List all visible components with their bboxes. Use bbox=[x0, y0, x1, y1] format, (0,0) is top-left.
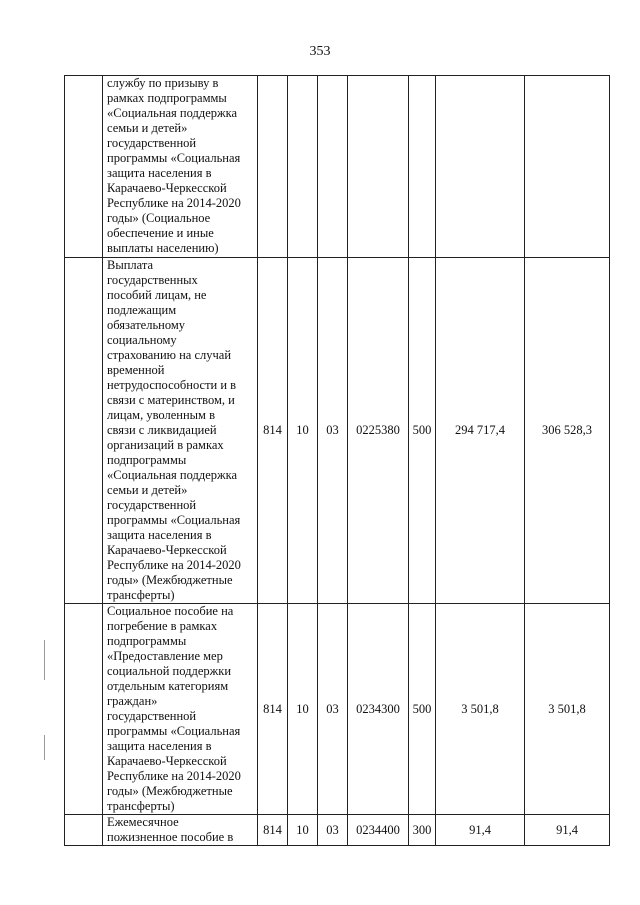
amount-year-2-cell: 306 528,3 bbox=[525, 258, 610, 604]
subsection-code-cell bbox=[318, 76, 348, 258]
target-article-cell: 0234400 bbox=[348, 815, 409, 846]
description-cell bbox=[103, 258, 258, 604]
description-line: граждан» bbox=[107, 694, 158, 708]
description-line: годы» (Межбюджетные bbox=[107, 784, 233, 798]
expense-type-cell: 500 bbox=[409, 604, 436, 815]
description-line: рамках подпрограммы bbox=[107, 91, 227, 105]
description-line: программы «Социальная bbox=[107, 151, 241, 165]
ministry-code-cell: 814 bbox=[258, 604, 288, 815]
target-article-cell bbox=[348, 76, 409, 258]
row-number-cell bbox=[65, 258, 103, 604]
description-line: социальной поддержки bbox=[107, 664, 232, 678]
amount-year-2-cell: 91,4 bbox=[525, 815, 610, 846]
amount-year-1-cell: 91,4 bbox=[436, 815, 525, 846]
description-line: семьи и детей» bbox=[107, 483, 188, 497]
description-line: государственной bbox=[107, 498, 197, 512]
section-code-cell: 10 bbox=[288, 258, 318, 604]
description-line: трансферты) bbox=[107, 799, 175, 813]
description-line: программы «Социальная bbox=[107, 724, 241, 738]
description-line: временной bbox=[107, 363, 165, 377]
description-line: Карачаево-Черкесской bbox=[107, 754, 227, 768]
description-line: Социальное пособие на bbox=[107, 604, 234, 618]
description-line: Ежемесячное bbox=[107, 815, 179, 829]
amount-year-2-cell: 3 501,8 bbox=[525, 604, 610, 815]
description-line: Выплата bbox=[107, 258, 154, 272]
description-line: годы» (Межбюджетные bbox=[107, 573, 233, 587]
amount-year-1-cell: 294 717,4 bbox=[436, 258, 525, 604]
description-line: обеспечение и иные bbox=[107, 226, 214, 240]
ministry-code-cell: 814 bbox=[258, 258, 288, 604]
description-line: программы «Социальная bbox=[107, 513, 241, 527]
description-line: отдельным категориям bbox=[107, 679, 229, 693]
description-line: связи с ликвидацией bbox=[107, 423, 217, 437]
description-cell bbox=[103, 815, 258, 846]
amount-year-1-cell bbox=[436, 76, 525, 258]
description-cell bbox=[103, 76, 258, 258]
description-line: семьи и детей» bbox=[107, 121, 188, 135]
description-line: погребение в рамках bbox=[107, 619, 218, 633]
description-line: Карачаево-Черкесской bbox=[107, 543, 227, 557]
table-row bbox=[65, 815, 610, 846]
description-line: государственной bbox=[107, 709, 197, 723]
description-line: выплаты населению) bbox=[107, 241, 219, 255]
description-line: нетрудоспособности и в bbox=[107, 378, 237, 392]
description-line: социальному bbox=[107, 333, 177, 347]
description-line: подпрограммы bbox=[107, 634, 187, 648]
section-code-cell: 10 bbox=[288, 815, 318, 846]
description-line: подпрограммы bbox=[107, 453, 187, 467]
description-line: обязательному bbox=[107, 318, 186, 332]
subsection-code-cell: 03 bbox=[318, 815, 348, 846]
description-line: Карачаево-Черкесской bbox=[107, 181, 227, 195]
row-number-cell bbox=[65, 76, 103, 258]
description-line: Республике на 2014-2020 bbox=[107, 196, 241, 210]
description-line: подлежащим bbox=[107, 303, 177, 317]
scan-margin-mark bbox=[44, 640, 45, 680]
section-code-cell bbox=[288, 76, 318, 258]
description-line: организаций в рамках bbox=[107, 438, 224, 452]
ministry-code-cell bbox=[258, 76, 288, 258]
description-line: государственных bbox=[107, 273, 198, 287]
description-line: Республике на 2014-2020 bbox=[107, 769, 241, 783]
target-article-cell: 0225380 bbox=[348, 258, 409, 604]
row-number-cell bbox=[65, 815, 103, 846]
table-row bbox=[65, 604, 610, 815]
row-number-cell bbox=[65, 604, 103, 815]
description-line: лицам, уволенным в bbox=[107, 408, 215, 422]
table-row bbox=[65, 76, 610, 258]
description-line: трансферты) bbox=[107, 588, 175, 602]
description-line: связи с материнством, и bbox=[107, 393, 235, 407]
subsection-code-cell: 03 bbox=[318, 258, 348, 604]
description-cell bbox=[103, 604, 258, 815]
subsection-code-cell: 03 bbox=[318, 604, 348, 815]
description-line: пожизненное пособие в bbox=[107, 830, 234, 844]
description-line: «Предоставление мер bbox=[107, 649, 223, 663]
scan-margin-mark bbox=[44, 735, 45, 760]
description-line: защита населения в bbox=[107, 528, 212, 542]
budget-table bbox=[64, 75, 610, 846]
description-line: «Социальная поддержка bbox=[107, 106, 238, 120]
amount-year-1-cell: 3 501,8 bbox=[436, 604, 525, 815]
target-article-cell: 0234300 bbox=[348, 604, 409, 815]
ministry-code-cell: 814 bbox=[258, 815, 288, 846]
page-number: 353 bbox=[309, 44, 331, 59]
description-line: Республике на 2014-2020 bbox=[107, 558, 241, 572]
expense-type-cell: 500 bbox=[409, 258, 436, 604]
description-line: защита населения в bbox=[107, 739, 212, 753]
description-line: пособий лицам, не bbox=[107, 288, 207, 302]
description-line: годы» (Социальное bbox=[107, 211, 211, 225]
description-line: защита населения в bbox=[107, 166, 212, 180]
section-code-cell: 10 bbox=[288, 604, 318, 815]
table-row bbox=[65, 258, 610, 604]
expense-type-cell: 300 bbox=[409, 815, 436, 846]
description-line: государственной bbox=[107, 136, 197, 150]
description-line: страхованию на случай bbox=[107, 348, 232, 362]
expense-type-cell bbox=[409, 76, 436, 258]
amount-year-2-cell bbox=[525, 76, 610, 258]
description-line: «Социальная поддержка bbox=[107, 468, 238, 482]
description-line: службу по призыву в bbox=[107, 76, 219, 90]
